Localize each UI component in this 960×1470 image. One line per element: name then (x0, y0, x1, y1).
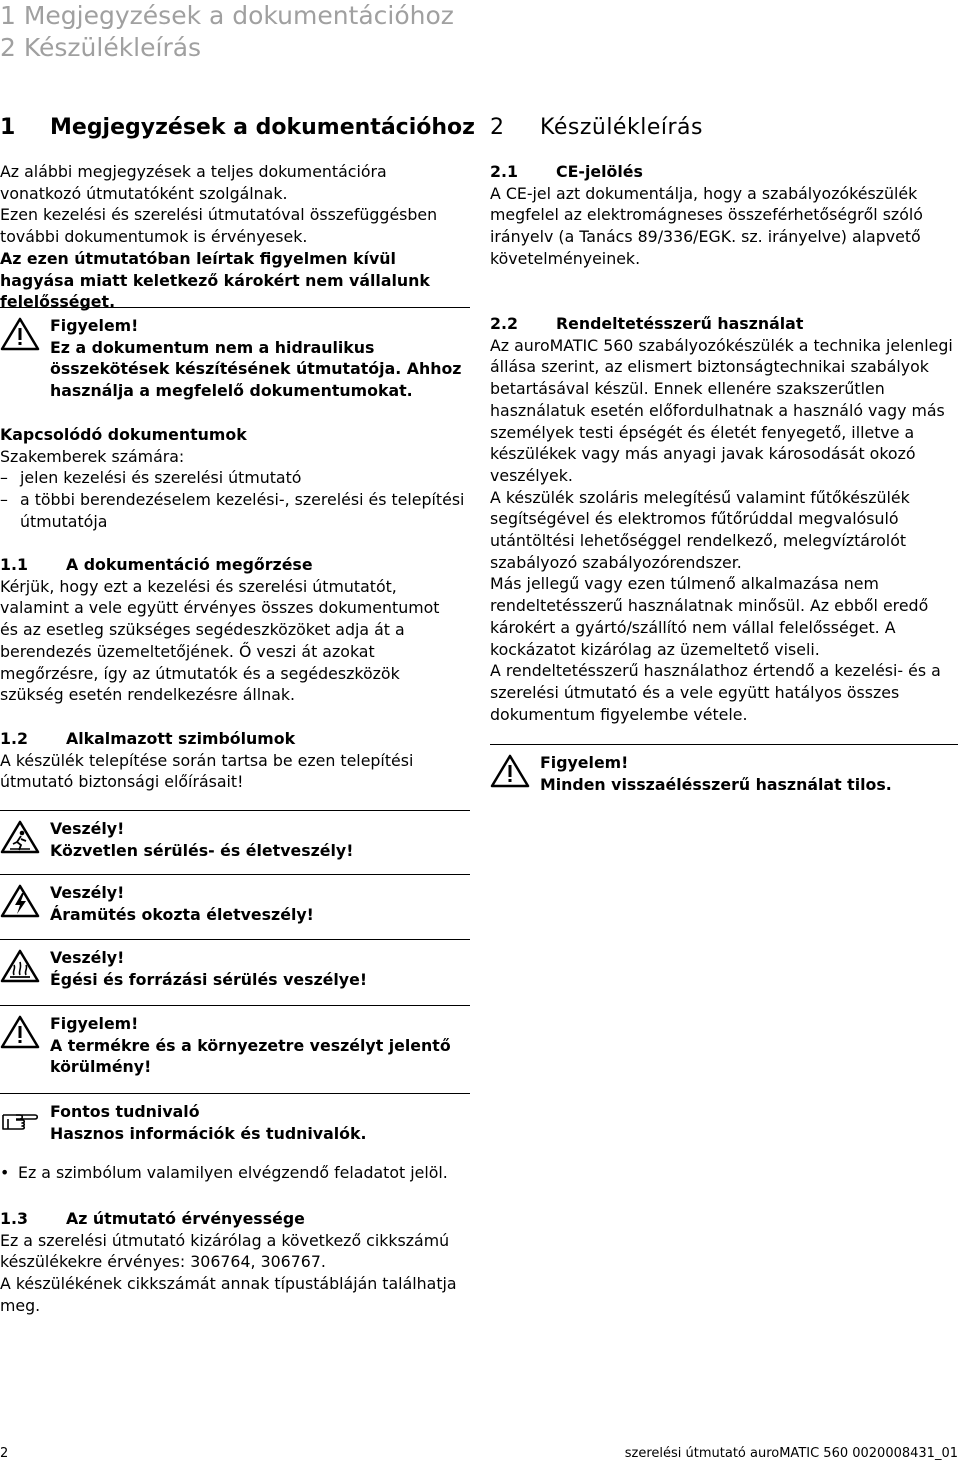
section-2-2-paragraph: Az auroMATIC 560 szabályozókészülék a technika jelenlegi állása szerint, az elismert biztonságtechnikai szabályok betartásával készül. Ennek ellenére szakszerűtlen használatuk esetén előfordulhatnak a használó vagy más személyek testi épségét és életét fenyegető, illetve a készülékek vagy más anyagi javak károsodását okozó veszélyek. (490, 335, 953, 485)
section-1-2 (0, 728, 462, 793)
symbol-box-title: Figyelem! (50, 1014, 139, 1033)
section-2-1 (490, 161, 955, 270)
electric-shock-icon (0, 883, 40, 919)
danger-person-icon (0, 819, 40, 855)
warning-text: Minden visszaélésszerű használat tilos. (540, 774, 892, 794)
liability-note: Az ezen útmutatóban leírtak figyelmen kívül hagyása miatt keletkező károkért nem vállalunk felelősséget. (0, 248, 430, 312)
section-2-heading (490, 114, 703, 142)
symbol-box-hot (0, 939, 470, 990)
section-1-2-number: 1.2 (0, 729, 28, 748)
section-1-3-heading (0, 1208, 460, 1230)
symbol-box-danger (0, 810, 470, 861)
section-1-3-number: 1.3 (0, 1209, 28, 1228)
section-1-2-heading (0, 728, 462, 750)
section-2-1-number: 2.1 (490, 162, 518, 181)
warning-title: Figyelem! (50, 316, 139, 335)
section-1-1-title: A dokumentáció megőrzése (66, 555, 313, 574)
section-1-2-text: A készülék telepítése során tartsa be ezen telepítési útmutató biztonsági előírásait! (0, 750, 414, 792)
section-2-2-title: Rendeltetésszerű használat (556, 314, 804, 333)
symbol-box-text: A termékre és a környezetre veszélyt jelentő körülmény! (50, 1035, 451, 1077)
section-1-3 (0, 1208, 460, 1317)
section-1-3-text-2: A készülékének cikkszámát annak típustábláján találhatja meg. (0, 1274, 457, 1315)
related-documents-title: Kapcsolódó dokumentumok (0, 425, 247, 444)
intro-paragraph: Az alábbi megjegyzések a teljes dokumentációra vonatkozó útmutatóként szolgálnak. (0, 162, 387, 203)
symbol-box-title: Veszély! (50, 819, 125, 838)
related-documents-item: – a többi berendezéselem kezelési-, szerelési és telepítési útmutatója (0, 489, 470, 532)
symbol-box-text: Hasznos információk és tudnivalók. (50, 1123, 367, 1143)
footer-document-id: szerelési útmutató auroMATIC 560 0020008431_01 (624, 1446, 958, 1461)
section-2-title: Készülékleírás (540, 115, 703, 140)
symbol-box-warning (0, 1005, 470, 1078)
section-2-1-heading (490, 161, 955, 183)
warning-triangle-icon (0, 1014, 40, 1050)
section-2-1-title: CE-jelölés (556, 162, 643, 181)
section-1-heading (0, 114, 475, 142)
related-documents-item: – jelen kezelési és szerelési útmutató (0, 467, 470, 489)
related-documents-audience: Szakemberek számára: (0, 446, 185, 466)
section-1-number: 1 (0, 115, 16, 140)
symbol-box-text: Áramütés okozta életveszély! (50, 904, 314, 924)
task-bullet (0, 1162, 470, 1184)
symbol-box-text: Égési és forrázási sérülés veszélye! (50, 969, 368, 989)
warning-triangle-icon (0, 316, 40, 352)
bullet-icon: • (0, 1163, 10, 1182)
section-1-title: Megjegyzések a dokumentációhoz (50, 115, 475, 140)
hot-surface-icon (0, 948, 40, 984)
symbol-box-info (0, 1093, 470, 1144)
section-2-1-text: A CE-jel azt dokumentálja, hogy a szabályozókészülék megfelel az elektromágneses összeférhetőségről szóló irányelv (a Tanács 89/336/EGK. sz. irányelve) alapvető követelményeinek. (490, 183, 923, 268)
section-1-intro (0, 161, 470, 313)
symbol-box-electric (0, 874, 470, 925)
symbol-box-title: Fontos tudnivaló (50, 1102, 200, 1121)
section-1-1-number: 1.1 (0, 555, 28, 574)
section-1-1-heading (0, 554, 460, 576)
symbol-box-title: Veszély! (50, 948, 125, 967)
task-bullet-text: Ez a szimbólum valamilyen elvégzendő feladatot jelöl. (18, 1163, 448, 1182)
section-1-1 (0, 554, 460, 706)
running-header-line-1: 1 Megjegyzések a dokumentációhoz (0, 1, 454, 30)
section-2-2-heading (490, 313, 955, 335)
section-2-2-number: 2.2 (490, 314, 518, 333)
intro-paragraph-2: Ezen kezelési és szerelési útmutatóval összefüggésben további dokumentumok is érvényesek. (0, 205, 438, 247)
warning-text: Ez a dokumentum nem a hidraulikus összekötések készítésének útmutatója. Ahhoz használja a megfelelő dokumentumokat. (50, 337, 462, 401)
warning-triangle-icon (490, 753, 530, 789)
symbol-box-text: Közvetlen sérülés- és életveszély! (50, 840, 354, 860)
warning-box-misuse (490, 744, 958, 795)
symbol-box-title: Veszély! (50, 883, 125, 902)
section-1-3-text: Ez a szerelési útmutató kizárólag a következő cikkszámú készülékekre érvényes: 306764, 306767. (0, 1230, 450, 1272)
warning-title: Figyelem! (540, 753, 629, 772)
pointing-hand-icon (0, 1102, 40, 1138)
section-2-2-paragraph: A készülék szoláris melegítésű valamint fűtőkészülék segítségével és elektromos fűtőrúddal megvalósuló utántöltési lehetőséggel rendelkező, melegvíztárolót szabályozó szabályozórendszer. (490, 487, 910, 572)
section-2-2-paragraph: A rendeltetésszerű használathoz értendő a kezelési- és a szerelési útmutató és a vele együtt hatályos összes dokumentum figyelembe vétele. (490, 661, 941, 724)
section-1-1-text: Kérjük, hogy ezt a kezelési és szerelési útmutatót, valamint a vele együtt érvényes összes dokumentumot és az esetleg szükséges segédeszközöket adja át a berendezés üzemeltetőjének. Ő veszi át azokat megőrzésre, így az útmutatók és a segédeszközök szükség esetén rendelkezésre állnak. (0, 576, 440, 705)
section-2-number: 2 (490, 115, 505, 140)
warning-box-hydraulic (0, 307, 470, 402)
section-1-3-title: Az útmutató érvényessége (66, 1209, 305, 1228)
related-documents (0, 424, 470, 533)
section-2-2-paragraph: Más jellegű vagy ezen túlmenő alkalmazása nem rendeltetésszerű használatnak minősül. Az ebből eredő károkért a gyártó/szállító nem vállal felelősséget. A kockázatot kizárólag az üzemeltető viseli. (490, 574, 929, 659)
section-2-2 (490, 313, 955, 725)
running-header-line-2: 2 Készülékleírás (0, 33, 202, 62)
section-1-2-title: Alkalmazott szimbólumok (66, 729, 296, 748)
page-number: 2 (0, 1446, 9, 1461)
